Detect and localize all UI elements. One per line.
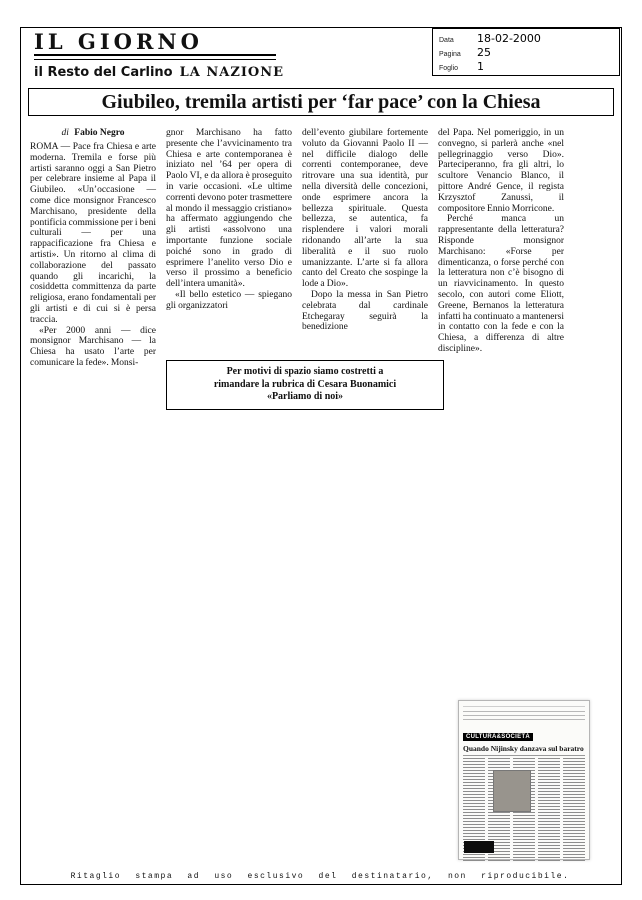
info-date-value: 18-02-2000 [477,32,541,45]
paragraph: gnor Marchisano ha fatto presente che l’avvicinamento tra Chiesa e arte contemporanea è iniziato nel ’64 per opera di Paolo VI, e da allora è proseguito in varie occasioni. «Le ultime correnti devono poter trasmettere al mondo il messaggio cristiano» ha affermato aggiungendo che gli artisti «assolvono una importante funzione sociale poiché sono in grado di esprimere l’anelito verso Dio e verso il prossimo a beneficio dell’intera umanità». [166,128,292,290]
byline-author: Fabio Negro [74,128,125,138]
paragraph: «Il bello estetico — spiegano gli organizzatori [166,289,292,311]
info-page-label: Pagina [439,51,461,58]
clipping-info-box [432,28,620,76]
article-column-1 [30,142,156,369]
masthead-second-line [34,63,284,81]
article-column-3 [302,128,428,333]
secondary-clipping-thumbnail [458,700,590,860]
paragraph: Perché manca un rappresentante della letteratura? Risponde monsignor Marchisano: «Forse per dimenticanza, o forse perché con la letteratura non c’è bisogno di un riavvicinamento. In questo secolo, con autori come Eliott, Greene, Bernanos la letteratura infatti ha continuato a mantenersi in contatto con la fede e con la Chiesa, a differenza di altre discipline». [438,214,564,354]
notice-line: Per motivi di spazio siamo costretti a [226,366,384,377]
headline-box [28,88,614,116]
info-sheet-value: 1 [477,60,484,73]
article-column-2 [166,128,292,312]
thumb-newspaper-logo-block [464,841,494,853]
masthead-la-nazione: LA NAZIONE [179,65,285,80]
thumb-headline: Quando Nijinsky danzava sul baratro [463,745,584,753]
byline [30,128,156,138]
byline-prefix: di [61,128,69,138]
notice-line: rimandare la rubrica di Cesara Buonamici [213,378,397,390]
thumb-page-header-rule [463,704,585,707]
masthead-resto-del-carlino: il Resto del Carlino [34,65,173,80]
info-row-sheet [439,60,619,74]
info-row-date [439,32,619,46]
thumb-text-column [538,758,560,861]
editorial-notice-box [166,360,444,410]
masthead-il-giorno: IL GIORNO [34,29,203,54]
notice-line: «Parliamo di noi» [266,391,344,402]
thumb-headline-rule [463,755,585,756]
paragraph: del Papa. Nel pomeriggio, in un convegno, si parlerà anche «nel pellegrinaggio verso Dio». Parteciperanno, fra gli altri, lo scultore Venancio Blanco, il pittore André Gence, il regista Krzysztof Zanussi, il compositore Ennio Morricone. [438,128,564,214]
paragraph: Dopo la messa in San Pietro celebrata dal cardinale Etchegaray seguirà la benedizione [302,289,428,333]
info-page-value: 25 [477,46,491,59]
paragraph: ROMA — Pace fra Chiesa e arte moderna. Tremila e forse più artisti saranno oggi a San Pietro per celebrare insieme al Papa il Giubileo. «Un’occasione — come dice monsignor Francesco Marchisano, presidente della pontificia commissione per i beni culturali — per una rappacificazione fra Chiesa e artisti». Un ritorno al clima di collaborazione del passato quando gli incarichi, la cosiddetta committenza da parte religiosa, erano fondamentali per gli artisti e di cui si è persa traccia. [30,142,156,325]
paragraph: dell’evento giubilare fortemente voluto da Giovanni Paolo II — nel difficile dialogo delle correnti contemporanee, deve ritrovare una sua identità, pur nella diversità delle concezioni, onde esprimere ancora la bellezza spirituale. Questa bellezza, se autentica, fa risplendere i valori morali ridonando all’arte la sua liberalità e il suo ruolo umanizzante. L’arte si fa allora canto del Creato che sospinge la lode a Dio». [302,128,428,290]
info-sheet-label: Foglio [439,65,459,72]
thumb-section-label: CULTURA&SOCIETÀ [463,733,533,741]
footer-disclaimer: Ritaglio stampa ad uso esclusivo del destinatario, non riproducibile. [70,872,570,881]
paragraph: «Per 2000 anni — dice monsignor Marchisano — la Chiesa ha usato l’arte per comunicare la fede». Monsi- [30,325,156,368]
article-column-4 [438,128,564,355]
thumb-text-column [563,758,585,861]
thumb-preheader-text-lines [463,711,585,723]
info-date-label: Data [439,37,454,44]
masthead [34,31,284,81]
thumb-photo [493,770,531,812]
masthead-rule [34,54,276,60]
article-headline: Giubileo, tremila artisti per ‘far pace’ con la Chiesa [101,90,541,113]
info-row-page [439,46,619,60]
